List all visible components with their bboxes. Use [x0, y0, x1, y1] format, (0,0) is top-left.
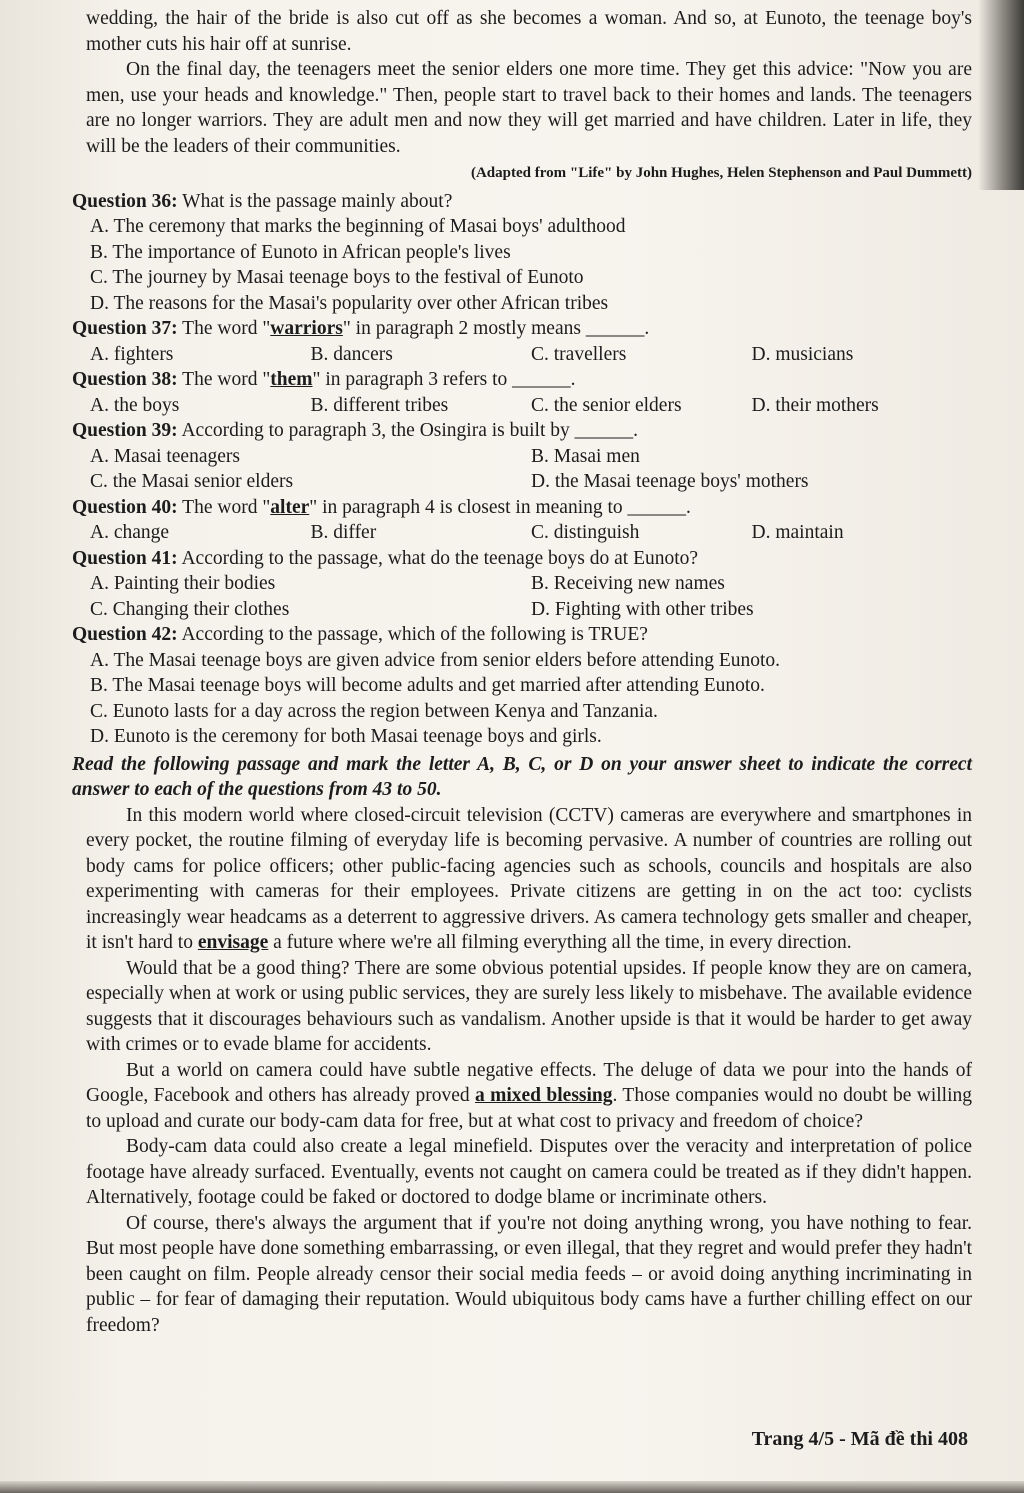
- question-text-after: " in paragraph 2 mostly means ______.: [342, 318, 650, 339]
- question-text: According to the passage, what do the teenage boys do at Eunoto?: [181, 547, 699, 569]
- question-text: According to paragraph 3, the Osingira is built by ______.: [181, 420, 638, 441]
- paragraph-text: In this modern world where closed-circuit television (CCTV) cameras are everywhere and smartphones in every pocket, the routine filming of everyday life is becoming pervasive. A number of countries are rolling out body cams for police officers; other public-facing agencies such as schools, councils and hospitals are also experimenting with cameras for their employees. Private citizens are getting in on the act too: cyclists increasingly wear headcams as a deterrent to aggressive drivers. As camera technology gets smaller and cheaper, it isn't hard to: [86, 804, 972, 953]
- option-c: C. distinguish: [531, 522, 640, 543]
- option-c: C. travellers: [531, 343, 627, 365]
- option-b: B. dancers: [310, 343, 393, 365]
- question-39: [72, 418, 972, 495]
- question-number: Question 38:: [72, 369, 178, 390]
- question-text-after: " in paragraph 4 is closest in meaning to ______.: [309, 496, 691, 518]
- option-c: C. Changing their clothes: [90, 598, 290, 620]
- question-number: Question 40:: [72, 496, 178, 518]
- section-instruction: Read the following passage and mark the letter A, B, C, or D on your answer sheet to indicate the correct answer to each of the questions from 43 to 50.: [72, 753, 972, 800]
- option-a: A. fighters: [90, 343, 174, 365]
- passage2-paragraph-3: [86, 1058, 972, 1135]
- question-36: [72, 189, 972, 317]
- question-text: What is the passage mainly about?: [182, 190, 453, 212]
- option-d: D. maintain: [751, 522, 844, 543]
- question-42: [72, 622, 972, 750]
- option-d: D. The reasons for the Masai's popularity over other African tribes: [90, 292, 609, 314]
- option-a: A. Masai teenagers: [90, 445, 240, 467]
- option-a: A. The Masai teenage boys are given advice from senior elders before attending Eunoto.: [90, 649, 781, 671]
- question-text-after: " in paragraph 3 refers to ______.: [312, 369, 576, 390]
- option-c: C. The journey by Masai teenage boys to the festival of Eunoto: [90, 267, 584, 288]
- question-number: Question 39:: [72, 420, 178, 441]
- option-b: B. Masai men: [531, 445, 640, 467]
- question-keyword: them: [270, 369, 313, 390]
- passage2-paragraph-1: [86, 803, 972, 956]
- option-d: D. Fighting with other tribes: [531, 598, 754, 620]
- keyword-envisage: envisage: [197, 932, 269, 953]
- passage-source: (Adapted from "Life" by John Hughes, Helen Stephenson and Paul Dummett): [470, 165, 972, 181]
- question-number: Question 36:: [72, 190, 178, 212]
- option-a: A. The ceremony that marks the beginning of Masai boys' adulthood: [90, 216, 626, 237]
- option-d: D. the Masai teenage boys' mothers: [531, 471, 809, 492]
- option-a: A. change: [90, 522, 170, 543]
- page-edge-shadow: [978, 0, 1024, 190]
- question-text: According to the passage, which of the following is TRUE?: [181, 624, 648, 645]
- question-text-before: The word ": [182, 496, 271, 518]
- option-c: C. Eunoto lasts for a day across the region between Kenya and Tanzania.: [90, 700, 658, 722]
- option-b: B. Receiving new names: [531, 573, 725, 594]
- option-c: C. the senior elders: [531, 394, 682, 416]
- paragraph-text: a future where we're all filming everything all the time, in every direction.: [268, 932, 852, 953]
- keyword-mixed-blessing: a mixed blessing: [475, 1085, 613, 1106]
- option-b: B. different tribes: [310, 394, 449, 416]
- question-number: Question 41:: [72, 547, 178, 569]
- passage-paragraph-final: On the final day, the teenagers meet the senior elders one more time. They get this advice: "Now you are men, use your heads and knowledge." Then, people start to travel back to their homes and lands. The teenagers are no longer warriors. They are adult men and now they will get married and have children. Later in life, they will be the leaders of their communities.: [86, 59, 972, 157]
- paragraph-text: . Those companies would no doubt be willing to upload and curate our body-cam data for free, but at what cost to privacy and freedom of choice?: [86, 1085, 972, 1132]
- option-d: D. Eunoto is the ceremony for both Masai teenage boys and girls.: [90, 726, 602, 747]
- option-b: B. The Masai teenage boys will become adults and get married after attending Eunoto.: [90, 675, 765, 696]
- page-footer: Trang 4/5 - Mã đề thi 408: [751, 1428, 968, 1450]
- question-38: [72, 367, 972, 418]
- option-b: B. The importance of Eunoto in African people's lives: [90, 241, 511, 263]
- page-content: [72, 6, 972, 1338]
- option-a: A. Painting their bodies: [90, 573, 276, 594]
- paragraph-text: But a world on camera could have subtle negative effects. The deluge of data we pour into the hands of Google, Facebook and others has already proved: [86, 1059, 972, 1106]
- question-41: [72, 546, 972, 623]
- passage2-paragraph-2: Would that be a good thing? There are some obvious potential upsides. If people know they are on camera, especially when at work or using public services, they are surely less likely to misbehave. The available evidence suggests that it discourages behaviours such as vandalism. Another upside is that it would be harder to get away with crimes or to evade blame for accidents.: [86, 957, 972, 1055]
- question-keyword: alter: [270, 496, 310, 518]
- question-37: [72, 316, 972, 367]
- passage2-paragraph-4: Body-cam data could also create a legal minefield. Disputes over the veracity and interpretation of police footage have already surfaced. Eventually, events not caught on camera could be treated as if they didn't happen. Alternatively, footage could be faked or doctored to dodge blame or incriminate others.: [86, 1136, 972, 1208]
- question-40: [72, 495, 972, 546]
- question-text-before: The word ": [182, 369, 271, 390]
- question-number: Question 42:: [72, 624, 178, 645]
- question-keyword: warriors: [270, 318, 343, 339]
- option-c: C. the Masai senior elders: [90, 471, 294, 492]
- question-text-before: The word ": [182, 318, 271, 339]
- page-bottom-edge: [0, 1481, 1024, 1493]
- option-b: B. differ: [310, 522, 377, 543]
- passage2-paragraph-5: Of course, there's always the argument that if you're not doing anything wrong, you have nothing to fear. But most people have done something embarrassing, or even illegal, that they regret and would prefer they hadn't been caught on film. People already censor their social media feeds – or avoid doing anything incriminating in public – for fear of damaging their reputation. Would ubiquitous body cams have a further chilling effect on our freedom?: [86, 1212, 972, 1336]
- option-d: D. their mothers: [751, 394, 879, 416]
- option-a: A. the boys: [90, 394, 180, 416]
- question-number: Question 37:: [72, 318, 178, 339]
- passage-paragraph-end: wedding, the hair of the bride is also cut off as she becomes a woman. And so, at Eunoto, the teenage boy's mother cuts his hair off at sunrise.: [86, 8, 972, 55]
- option-d: D. musicians: [751, 343, 854, 365]
